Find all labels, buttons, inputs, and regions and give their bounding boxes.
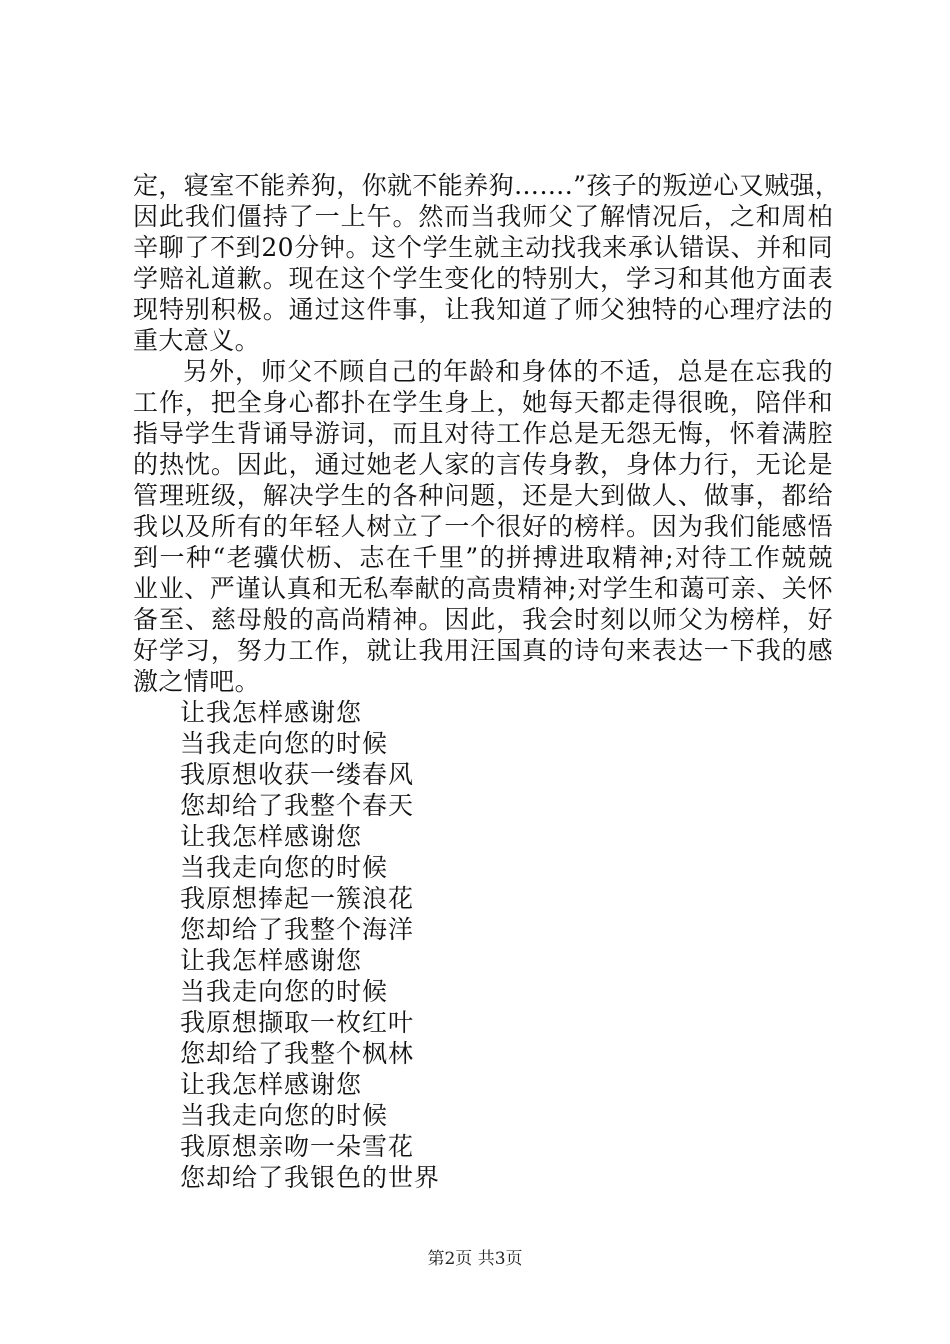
poem-line: 让我怎样感谢您 — [180, 698, 363, 727]
poem-line: 我原想收获一缕春风 — [180, 760, 415, 789]
poem-line: 当我走向您的时候 — [180, 1101, 389, 1130]
text-line: 工作，把全身心都扑在学生身上，她每天都走得很晚，陪伴和 — [133, 388, 833, 417]
text-line: 管理班级，解决学生的各种问题，还是大到做人、做事，都给 — [133, 481, 833, 510]
text-line: 现特别积极。通过这件事，让我知道了师父独特的心理疗法的 — [133, 295, 833, 324]
poem-line: 您却给了我银色的世界 — [180, 1163, 441, 1192]
poem-line: 让我怎样感谢您 — [180, 1070, 363, 1099]
poem-line: 当我走向您的时候 — [180, 853, 389, 882]
text-line: 到一种“老骥伏枥、志在千里”的拼搏进取精神;对待工作兢兢 — [133, 543, 833, 572]
poem-line: 让我怎样感谢您 — [180, 946, 363, 975]
text-line: 的热忱。因此，通过她老人家的言传身教，身体力行，无论是 — [133, 450, 833, 479]
text-line: 定，寝室不能养狗，你就不能养狗…….”孩子的叛逆心又贼强， — [133, 171, 841, 200]
text-line: 我以及所有的年轻人树立了一个很好的榜样。因为我们能感悟 — [133, 512, 833, 541]
poem — [133, 697, 833, 1193]
document-body — [133, 170, 841, 1193]
text-line: 业业、严谨认真和无私奉献的高贵精神;对学生和蔼可亲、关怀 — [133, 574, 833, 603]
text-line: 因此我们僵持了一上午。然而当我师父了解情况后，之和周柏 — [133, 202, 833, 231]
text-line: 好学习，努力工作，就让我用汪国真的诗句来表达一下我的感 — [133, 636, 833, 665]
paragraph-1 — [133, 170, 841, 356]
poem-line: 当我走向您的时候 — [180, 729, 389, 758]
text-line: 指导学生背诵导游词，而且对待工作总是无怨无悔，怀着满腔 — [133, 419, 833, 448]
poem-line: 我原想撷取一枚红叶 — [180, 1008, 415, 1037]
page-number: 第2页 共3页 — [427, 1249, 523, 1269]
poem-line: 我原想捧起一簇浪花 — [180, 884, 415, 913]
poem-line: 您却给了我整个海洋 — [180, 915, 415, 944]
poem-line: 您却给了我整个春天 — [180, 791, 415, 820]
text-line: 学赔礼道歉。现在这个学生变化的特别大，学习和其他方面表 — [133, 264, 833, 293]
text-line: 另外，师父不顾自己的年龄和身体的不适，总是在忘我的 — [183, 357, 833, 386]
poem-line: 我原想亲吻一朵雪花 — [180, 1132, 415, 1161]
poem-line: 让我怎样感谢您 — [180, 822, 363, 851]
poem-line: 当我走向您的时候 — [180, 977, 389, 1006]
poem-line: 您却给了我整个枫林 — [180, 1039, 415, 1068]
text-line: 备至、慈母般的高尚精神。因此，我会时刻以师父为榜样，好 — [133, 605, 833, 634]
text-line: 重大意义。 — [133, 326, 261, 355]
paragraph-2 — [133, 356, 833, 697]
text-line: 辛聊了不到20分钟。这个学生就主动找我来承认错误、并和同 — [133, 233, 833, 262]
text-line: 激之情吧。 — [133, 667, 261, 696]
